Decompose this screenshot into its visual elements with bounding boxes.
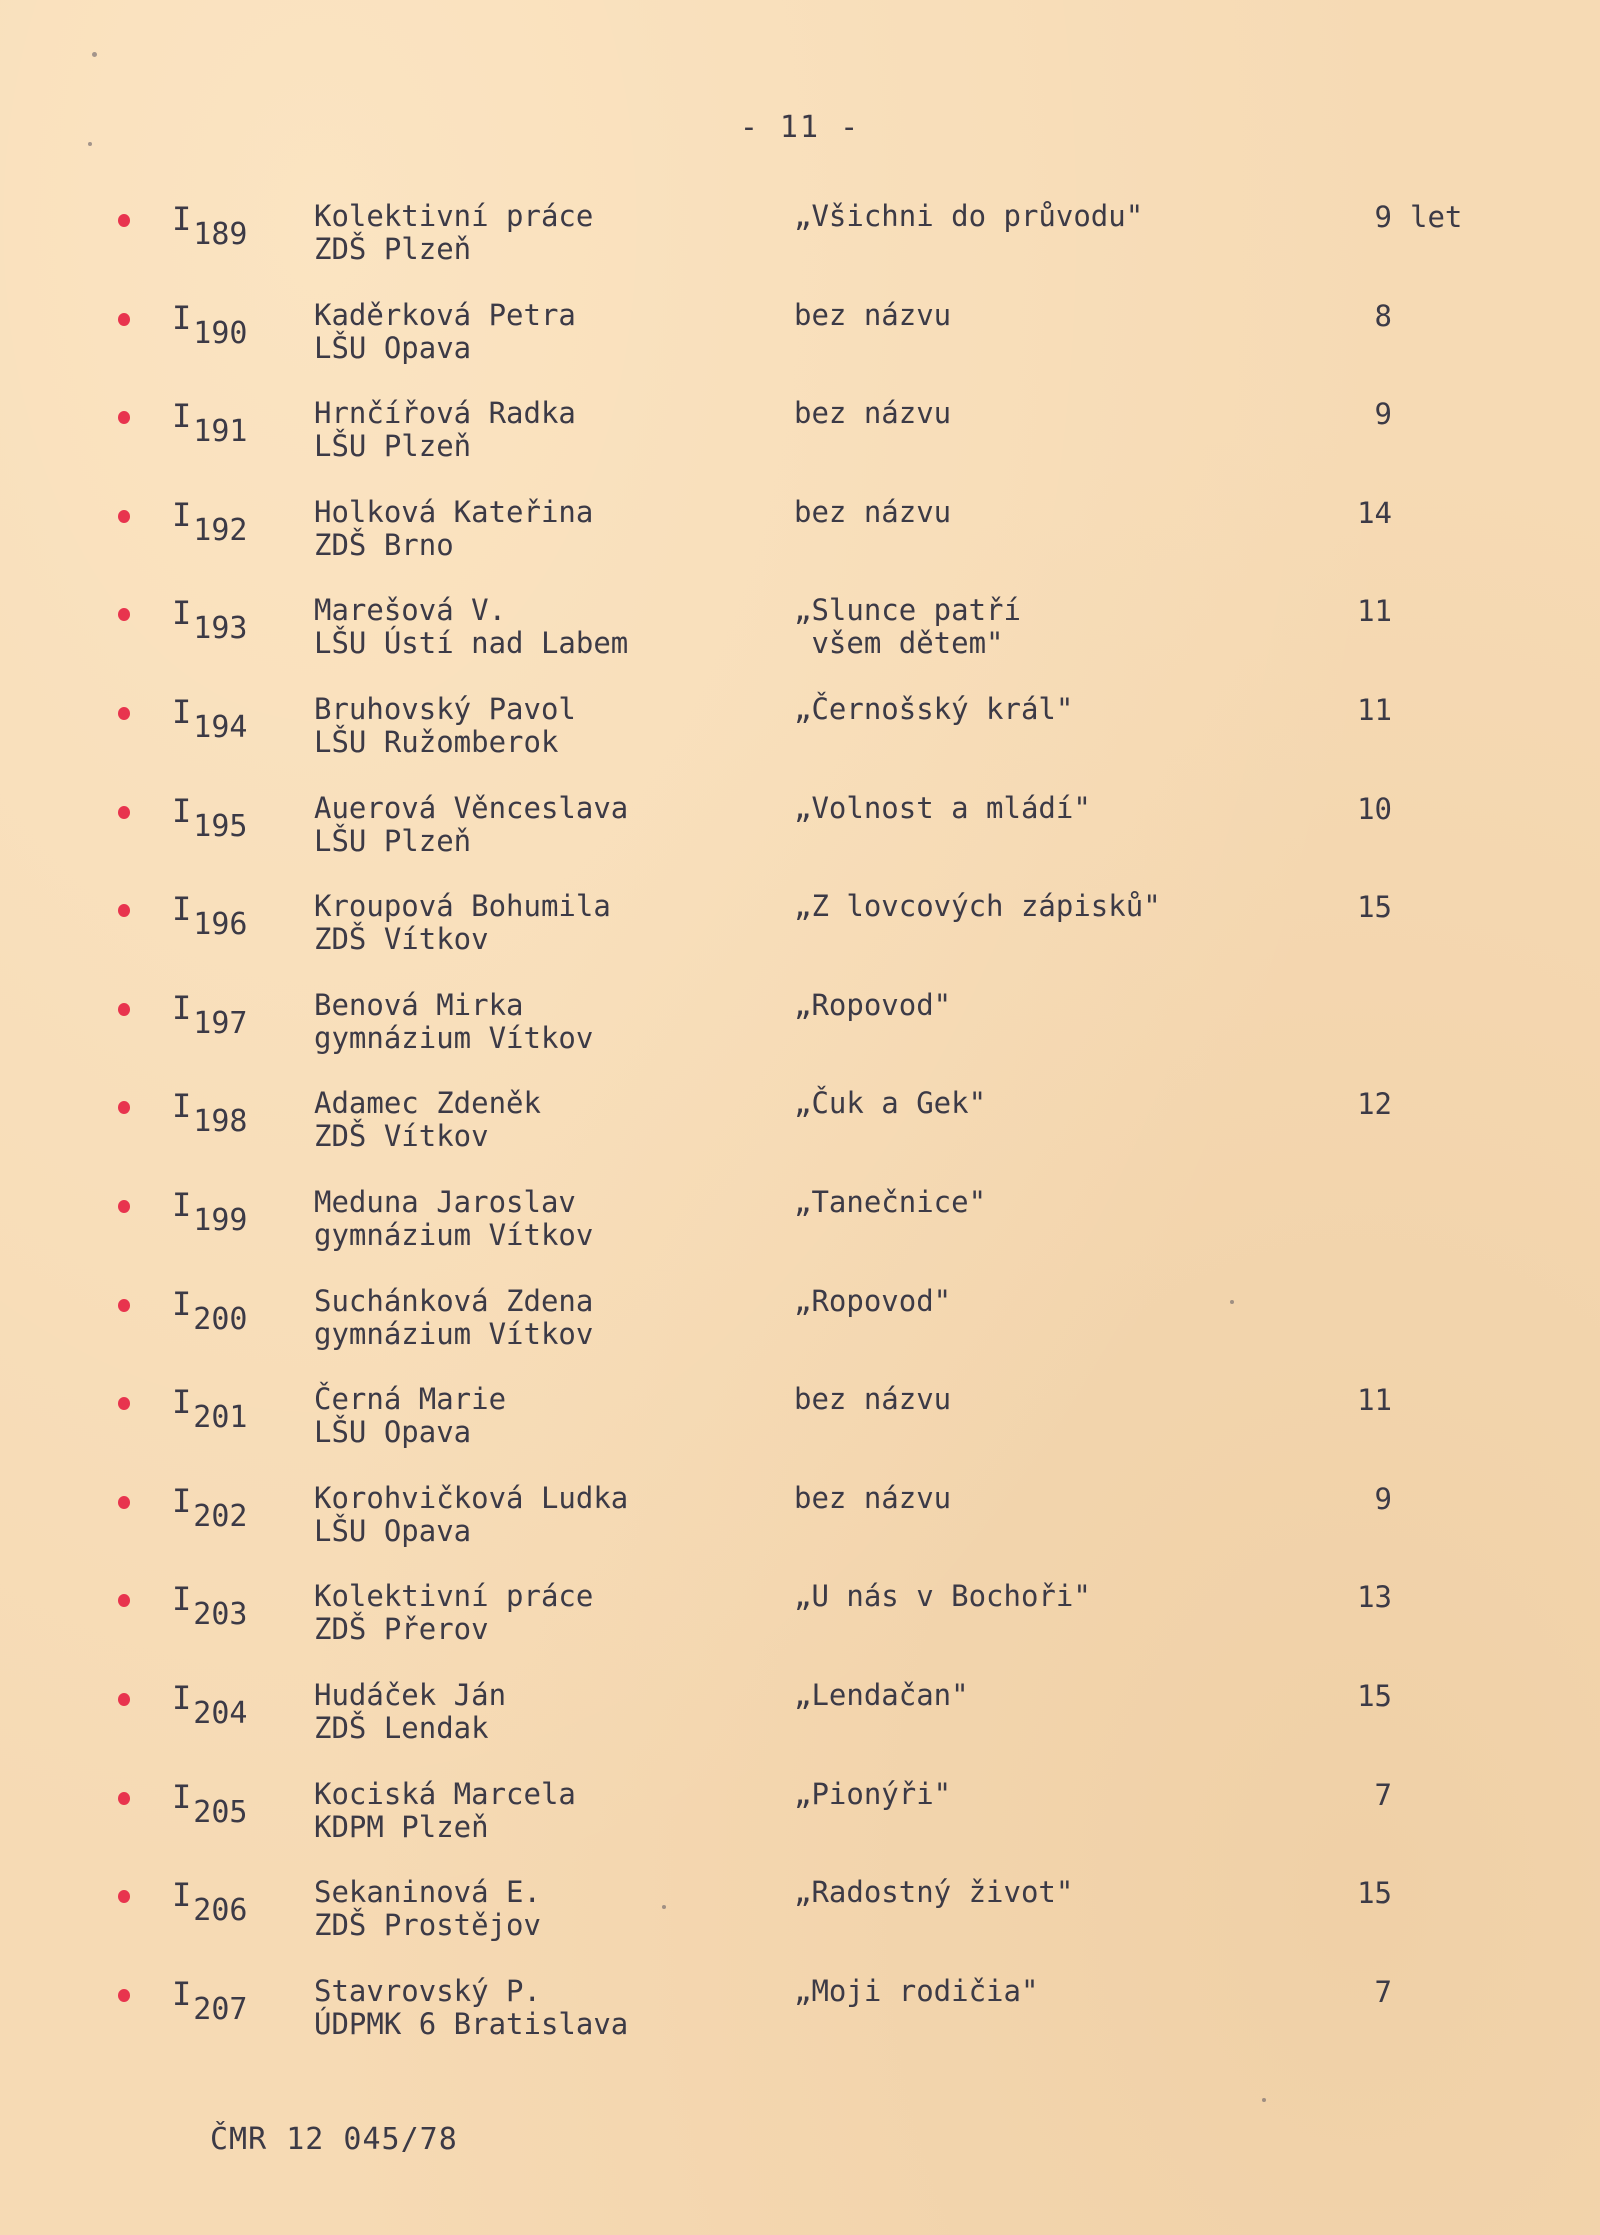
red-check-mark: [118, 411, 130, 424]
author-school: gymnázium Vítkov: [314, 1316, 594, 1351]
author-school: ZDŠ Vítkov: [314, 1119, 489, 1154]
entry-code-prefix: I: [172, 298, 192, 337]
red-check-mark: [118, 707, 130, 720]
author-name: Holková Kateřina: [314, 494, 594, 529]
artwork-title: „Radostný život": [794, 1875, 1074, 1910]
entry-code: [172, 1087, 247, 1139]
author-school: LŠU Opava: [314, 1415, 472, 1450]
artwork-title: bez názvu: [794, 396, 952, 431]
entry-code-prefix: I: [172, 1481, 192, 1520]
red-check-mark: [118, 1989, 130, 2002]
entry-code-number: 201: [193, 1400, 248, 1436]
entry-code-number: 197: [193, 1005, 248, 1041]
author-name: Marešová V.: [314, 593, 507, 628]
entry-code-prefix: I: [172, 988, 192, 1027]
entry-code-number: 194: [193, 710, 248, 745]
author-name: Stavrovský P.: [314, 1973, 541, 2008]
red-check-mark: [118, 1200, 130, 1213]
entry-code-number: 198: [193, 1104, 248, 1140]
author-age: 12: [1357, 1087, 1392, 1122]
author-block: [314, 397, 576, 463]
entry-code-prefix: I: [172, 1186, 192, 1224]
entry-code: [172, 1679, 247, 1731]
author-school: gymnázium Vítkov: [314, 1020, 594, 1055]
catalog-entry: [0, 299, 1600, 389]
red-check-mark: [118, 1397, 130, 1410]
author-age: 10: [1357, 791, 1392, 826]
entry-code: [172, 397, 247, 449]
author-name: Hrnčířová Radka: [314, 396, 576, 431]
entry-code: [172, 989, 247, 1041]
author-block: [314, 1383, 506, 1449]
author-age: 11: [1357, 594, 1392, 629]
paper-speck: [88, 142, 92, 146]
catalog-entry: [0, 1975, 1600, 2065]
entry-code: [172, 890, 247, 942]
author-name: Kociská Marcela: [314, 1776, 576, 1811]
entry-code-number: 191: [193, 414, 248, 450]
entry-code: [172, 299, 247, 351]
author-school: ZDŠ Plzeň: [314, 232, 472, 266]
catalog-entry: [0, 1186, 1600, 1276]
author-school: ÚDPMK 6 Bratislava: [314, 2006, 629, 2041]
red-check-mark: [118, 1496, 130, 1509]
author-school: LŠU Ružomberok: [314, 725, 559, 759]
author-age: 7: [1374, 1777, 1392, 1812]
author-age: 15: [1357, 1876, 1392, 1911]
red-check-mark: [118, 214, 130, 227]
entry-code-number: 193: [193, 611, 248, 647]
catalog-entry: [0, 1778, 1600, 1868]
paper-speck: [92, 52, 97, 57]
entry-code-prefix: I: [172, 1383, 192, 1422]
author-name: Hudáček Ján: [314, 1678, 507, 1712]
entry-code: [172, 1186, 247, 1238]
author-name: Kolektivní práce: [314, 1579, 594, 1614]
red-check-mark: [118, 904, 130, 917]
author-block: [314, 200, 593, 266]
author-age: 9: [1374, 397, 1392, 432]
author-name: Kroupová Bohumila: [314, 889, 611, 924]
artwork-title: bez názvu: [794, 297, 952, 332]
author-school: KDPM Plzeň: [314, 1809, 489, 1844]
entry-code-prefix: I: [172, 594, 192, 633]
author-block: [314, 1087, 541, 1153]
red-check-mark: [118, 1003, 130, 1016]
entry-code-number: 189: [193, 217, 248, 252]
entry-code: [172, 792, 247, 844]
author-block: [314, 693, 576, 759]
entry-code-number: 190: [193, 315, 248, 351]
catalog-entry: [0, 890, 1600, 980]
artwork-title: „Všichni do průvodu": [794, 199, 1144, 233]
artwork-title: „Slunce patří všem dětem": [794, 593, 1021, 661]
entry-code: [172, 1778, 247, 1830]
entry-code-number: 195: [193, 808, 248, 844]
author-name: Korohvičková Ludka: [314, 1480, 629, 1515]
author-name: Kolektivní práce: [314, 199, 594, 233]
author-block: [314, 792, 628, 858]
artwork-title: „Volnost a mládí": [794, 790, 1091, 825]
paper-speck: [1230, 1300, 1234, 1304]
author-age: 8: [1374, 298, 1392, 333]
author-block: [314, 594, 628, 660]
author-name: Adamec Zdeněk: [314, 1086, 541, 1121]
red-check-mark: [118, 806, 130, 819]
entry-code-number: 200: [193, 1301, 248, 1337]
catalog-entry: [0, 1679, 1600, 1769]
author-name: Benová Mirka: [314, 987, 524, 1022]
author-name: Sekaninová E.: [314, 1875, 541, 1910]
catalog-entry: [0, 1383, 1600, 1473]
artwork-title: „Ropovod": [794, 1283, 952, 1318]
entry-code: [172, 1285, 247, 1337]
author-name: Auerová Věnceslava: [314, 790, 629, 825]
catalog-entry: [0, 1285, 1600, 1375]
catalog-entry: [0, 1482, 1600, 1572]
entry-code-prefix: I: [172, 1679, 192, 1717]
author-block: [314, 1482, 628, 1548]
author-age: 11: [1357, 693, 1392, 727]
author-block: [314, 1778, 576, 1844]
catalog-entry: [0, 1087, 1600, 1177]
artwork-title: „U nás v Bochoři": [794, 1579, 1091, 1614]
artwork-title: „Pionýři": [794, 1776, 952, 1811]
artwork-title: „Černošský král": [794, 692, 1074, 726]
entry-code-prefix: I: [172, 1777, 192, 1816]
red-check-mark: [118, 1792, 130, 1805]
entry-code-prefix: I: [172, 1580, 192, 1619]
artwork-title: bez názvu: [794, 494, 952, 529]
catalog-entry: [0, 594, 1600, 684]
paper-speck: [1262, 2098, 1266, 2102]
author-school: LŠU Plzeň: [314, 823, 472, 858]
red-check-mark: [118, 1101, 130, 1114]
author-age: 9: [1374, 1481, 1392, 1516]
entry-code: [172, 1383, 247, 1435]
author-school: ZDŠ Brno: [314, 527, 454, 562]
entry-code-prefix: I: [172, 200, 192, 238]
author-school: LŠU Opava: [314, 1513, 472, 1548]
author-name: Meduna Jaroslav: [314, 1185, 576, 1219]
red-check-mark: [118, 1299, 130, 1312]
author-name: Bruhovský Pavol: [314, 692, 576, 726]
entry-code: [172, 1482, 247, 1534]
author-age: 9: [1374, 200, 1392, 234]
artwork-title: „Lendačan": [794, 1678, 969, 1712]
author-age: 13: [1357, 1580, 1392, 1615]
catalog-entry: [0, 397, 1600, 487]
author-block: [314, 299, 576, 365]
artwork-title: „Tanečnice": [794, 1185, 987, 1219]
entry-code: [172, 693, 247, 745]
red-check-mark: [118, 608, 130, 621]
catalog-entry: [0, 1580, 1600, 1670]
red-check-mark: [118, 313, 130, 326]
author-school: ZDŠ Vítkov: [314, 922, 489, 957]
author-name: Kaděrková Petra: [314, 297, 576, 332]
artwork-title: „Čuk a Gek": [794, 1086, 987, 1121]
artwork-title: bez názvu: [794, 1480, 952, 1515]
entry-code: [172, 1975, 247, 2027]
catalog-entry: [0, 1876, 1600, 1966]
entry-code-prefix: I: [172, 693, 192, 731]
author-block: [314, 1186, 593, 1252]
catalog-entry: [0, 496, 1600, 586]
entry-code-number: 203: [193, 1597, 248, 1633]
author-age: 14: [1357, 495, 1392, 530]
author-block: [314, 1580, 593, 1646]
author-block: [314, 1975, 628, 2041]
author-school: ZDŠ Prostějov: [314, 1908, 541, 1943]
author-block: [314, 1679, 506, 1745]
author-school: LŠU Plzeň: [314, 429, 472, 464]
author-block: [314, 989, 593, 1055]
author-age: 15: [1357, 1679, 1392, 1713]
entry-code-number: 207: [193, 1991, 248, 2027]
entry-code-number: 192: [193, 512, 248, 548]
author-age: 7: [1374, 1974, 1392, 2009]
entry-code-number: 196: [193, 907, 248, 943]
author-name: Černá Marie: [314, 1382, 507, 1417]
entry-code: [172, 200, 247, 252]
catalog-entry: [0, 693, 1600, 783]
entry-code-number: 202: [193, 1498, 248, 1534]
red-check-mark: [118, 1594, 130, 1607]
entry-code-number: 205: [193, 1794, 248, 1830]
author-school: gymnázium Vítkov: [314, 1218, 594, 1252]
entry-code-prefix: I: [172, 1284, 192, 1323]
author-block: [314, 1285, 593, 1351]
author-block: [314, 496, 593, 562]
red-check-mark: [118, 510, 130, 523]
catalog-entry: [0, 200, 1600, 290]
red-check-mark: [118, 1890, 130, 1903]
entry-code-number: 199: [193, 1203, 248, 1238]
paper-speck: [662, 1905, 666, 1909]
artwork-title: „Z lovcových zápisků": [794, 889, 1161, 924]
artwork-title: bez názvu: [794, 1382, 952, 1417]
artwork-title: „Moji rodičia": [794, 1973, 1039, 2008]
entry-code-number: 206: [193, 1893, 248, 1929]
entry-code-prefix: I: [172, 890, 192, 929]
catalog-entry: [0, 989, 1600, 1079]
entry-code: [172, 496, 247, 548]
entry-code-prefix: I: [172, 1087, 192, 1126]
entry-code-prefix: I: [172, 495, 192, 534]
entry-code-prefix: I: [172, 791, 192, 830]
author-school: LŠU Ústí nad Labem: [314, 626, 629, 661]
catalog-entry: [0, 792, 1600, 882]
footer-reference-code: ČMR 12 045/78: [210, 2122, 458, 2157]
author-school: ZDŠ Lendak: [314, 1711, 489, 1745]
age-unit: let: [1410, 200, 1463, 234]
author-age: 11: [1357, 1383, 1392, 1418]
page-number: - 11 -: [739, 110, 861, 145]
author-block: [314, 1876, 541, 1942]
entry-code: [172, 1580, 247, 1632]
author-age: 15: [1357, 890, 1392, 925]
entry-code-prefix: I: [172, 1876, 192, 1915]
artwork-title: „Ropovod": [794, 987, 952, 1022]
author-block: [314, 890, 611, 956]
entry-code-prefix: I: [172, 397, 192, 436]
entry-code: [172, 594, 247, 646]
author-school: ZDŠ Přerov: [314, 1612, 489, 1647]
entry-code-prefix: I: [172, 1974, 192, 2013]
entry-code-number: 204: [193, 1696, 248, 1731]
author-school: LŠU Opava: [314, 330, 472, 365]
red-check-mark: [118, 1693, 130, 1706]
author-name: Suchánková Zdena: [314, 1283, 594, 1318]
entry-code: [172, 1876, 247, 1928]
